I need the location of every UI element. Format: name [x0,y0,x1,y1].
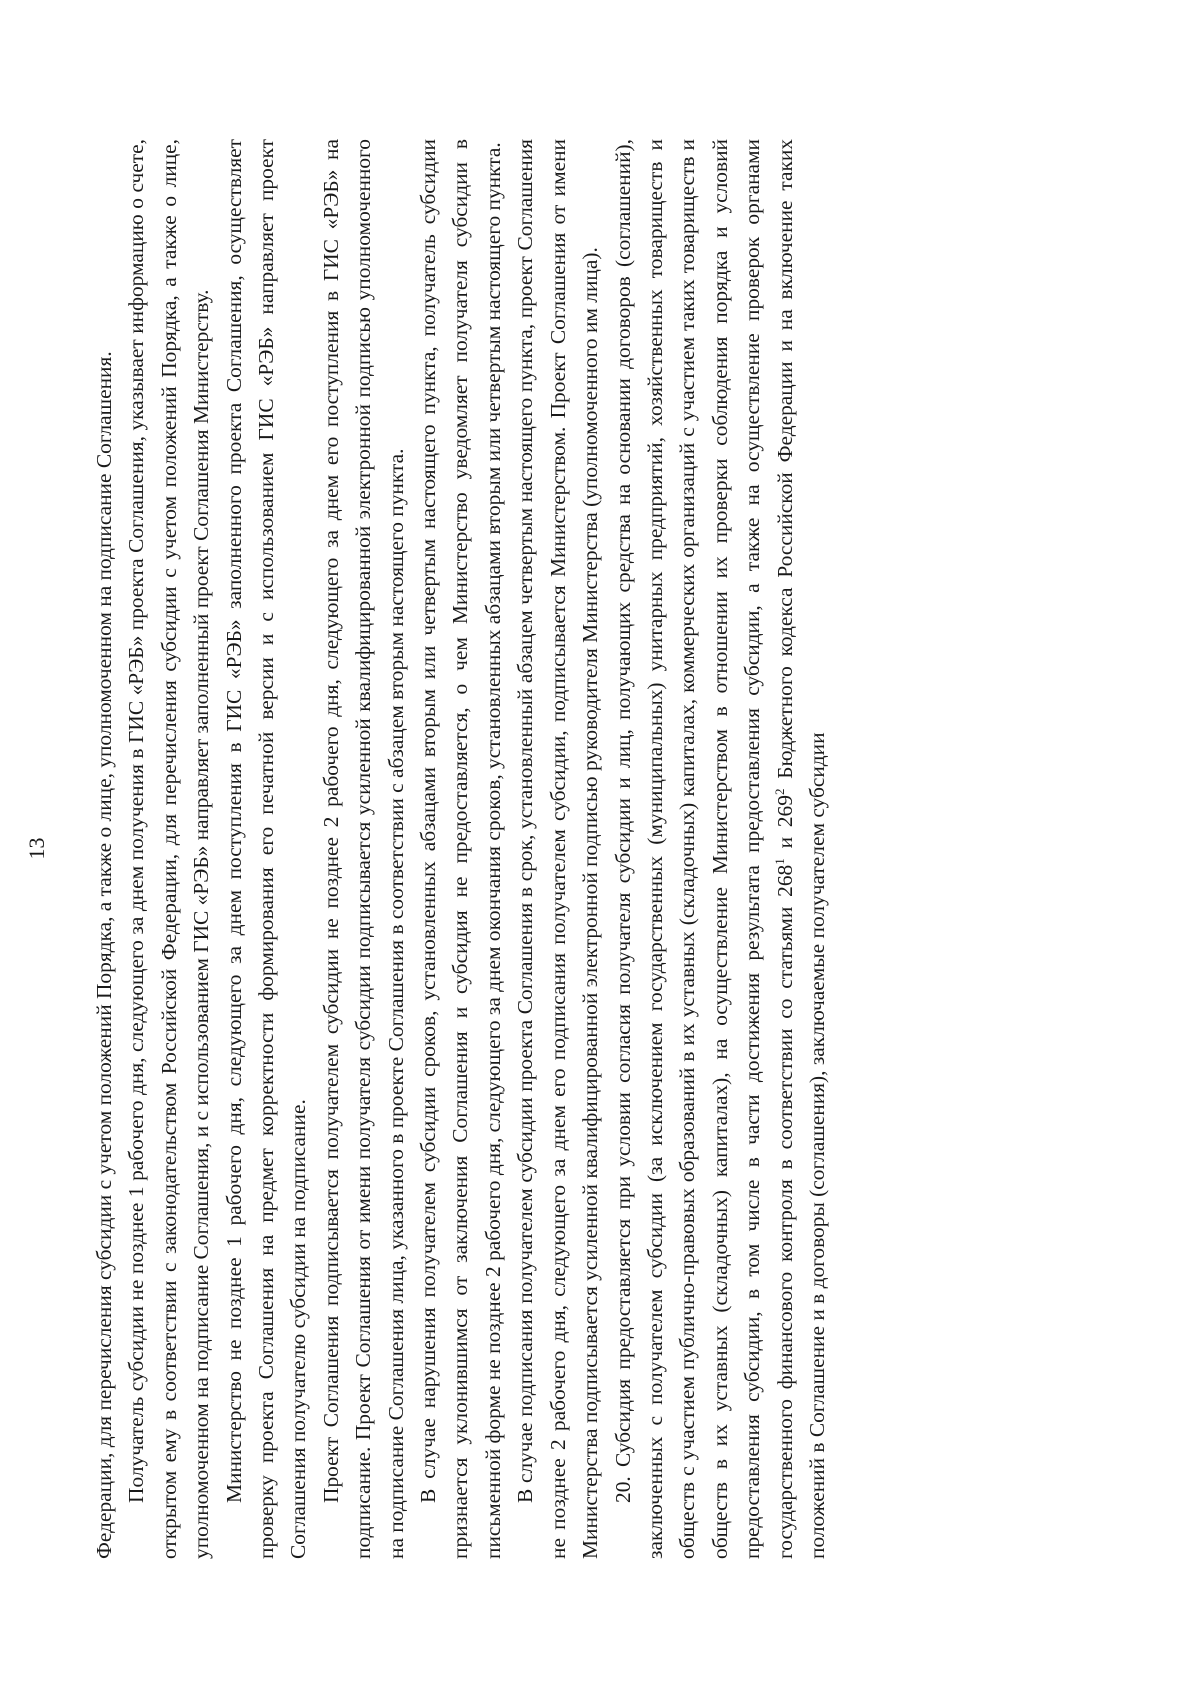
superscript-1: 1 [771,858,787,865]
page-number: 13 [24,837,49,860]
document-body [88,139,833,1559]
paragraph-recipient-signs: Проект Соглашения подписывается получателем субсидии не позднее 2 рабочего дня, следующего за днем его поступления в ГИС «РЭБ» на подписание. Проект Соглашения от имени получателя субсидии подписывается усиленной квалифицированной электронной подписью уполномоченного на подписание Соглашения лица, указанного в проекте Соглашения в соответствии с абзацем вторым настоящего пункта. [318,139,408,1559]
paragraph-recipient-fills-account: Получатель субсидии не позднее 1 рабочего дня, следующего за днем получения в ГИС «РЭБ» проекта Соглашения, указывает информацию о счете, открытом ему в соответствии с законодательством Российской Федерации, для перечисления субсидии с учетом положений Порядка, а также о лице, уполномоченном на подписание Соглашения, и с использованием ГИС «РЭБ» направляет заполненный проект Соглашения Министерству. [124,139,214,1559]
paragraph-violation-of-terms: В случае нарушения получателем субсидии сроков, установленных абзацами вторым или четвертым настоящего пункта, получатель субсидии признается уклонившимся от заключения Соглашения и субсидия не предоставляется, о чем Министерство уведомляет получателя субсидии в письменной форме не позднее 2 рабочего дня, следующего за днем окончания сроков, установленных абзацами вторым или четвертым настоящего пункта. [416,139,505,1559]
paragraph-ministry-check: Министерство не позднее 1 рабочего дня, следующего за днем поступления в ГИС «РЭБ» заполненного проекта Соглашения, осуществляет проверку проекта Соглашения на предмет корректности формирования его печатной версии и с использованием ГИС «РЭБ» направляет проект Соглашения получателю субсидии на подписание. [221,139,311,1559]
superscript-2: 2 [771,788,787,796]
paragraph-continuation: Федерации, для перечисления субсидии с учетом положений Порядка, а также о лице, уполномоченном на подписание Соглашения. [92,351,116,1559]
item-20-text-part1: 20. Субсидия предоставляется при условии согласия получателя субсидии и лиц, получающих средства на основании договоров (соглашений), заключенных с получателем субсидии (за исключением государственных (муниципальных) унитарных предприятий, хозяйственных товариществ и обществ с участием публично-правовых образований в их уставных (складочных) капиталах, коммерческих организаций с участием таких товариществ и обществ в их уставных (складочных) капиталах), на осуществление Министерством в отношении их проверки соблюдения порядка и условий предоставления субсидии, в том числе в части достижения результата предоставления субсидии, а также на осуществление проверок органами государственного финансового контроля в соответствии со статьями 268 [610,139,797,1559]
paragraph-item-20 [607,139,834,1559]
paragraph-ministry-signs: В случае подписания получателем субсидии проекта Соглашения в срок, установленный абзацем четвертым настоящего пункта, проект Соглашения не позднее 2 рабочего дня, следующего за днем его подписания получателем субсидии, подписывается Министерством. Проект Соглашения от имени Министерства подписывается усиленной квалифицированной электронной подписью руководителя Министерства (уполномоченного им лица). [513,139,603,1559]
item-20-text-part2: и 269 [772,795,797,859]
item-20-text-part3: Бюджетного кодекса Российской Федерации и на включение таких положений в Соглашение и в договоры (соглашения), заключаемые получателем субсидии [772,139,829,1559]
